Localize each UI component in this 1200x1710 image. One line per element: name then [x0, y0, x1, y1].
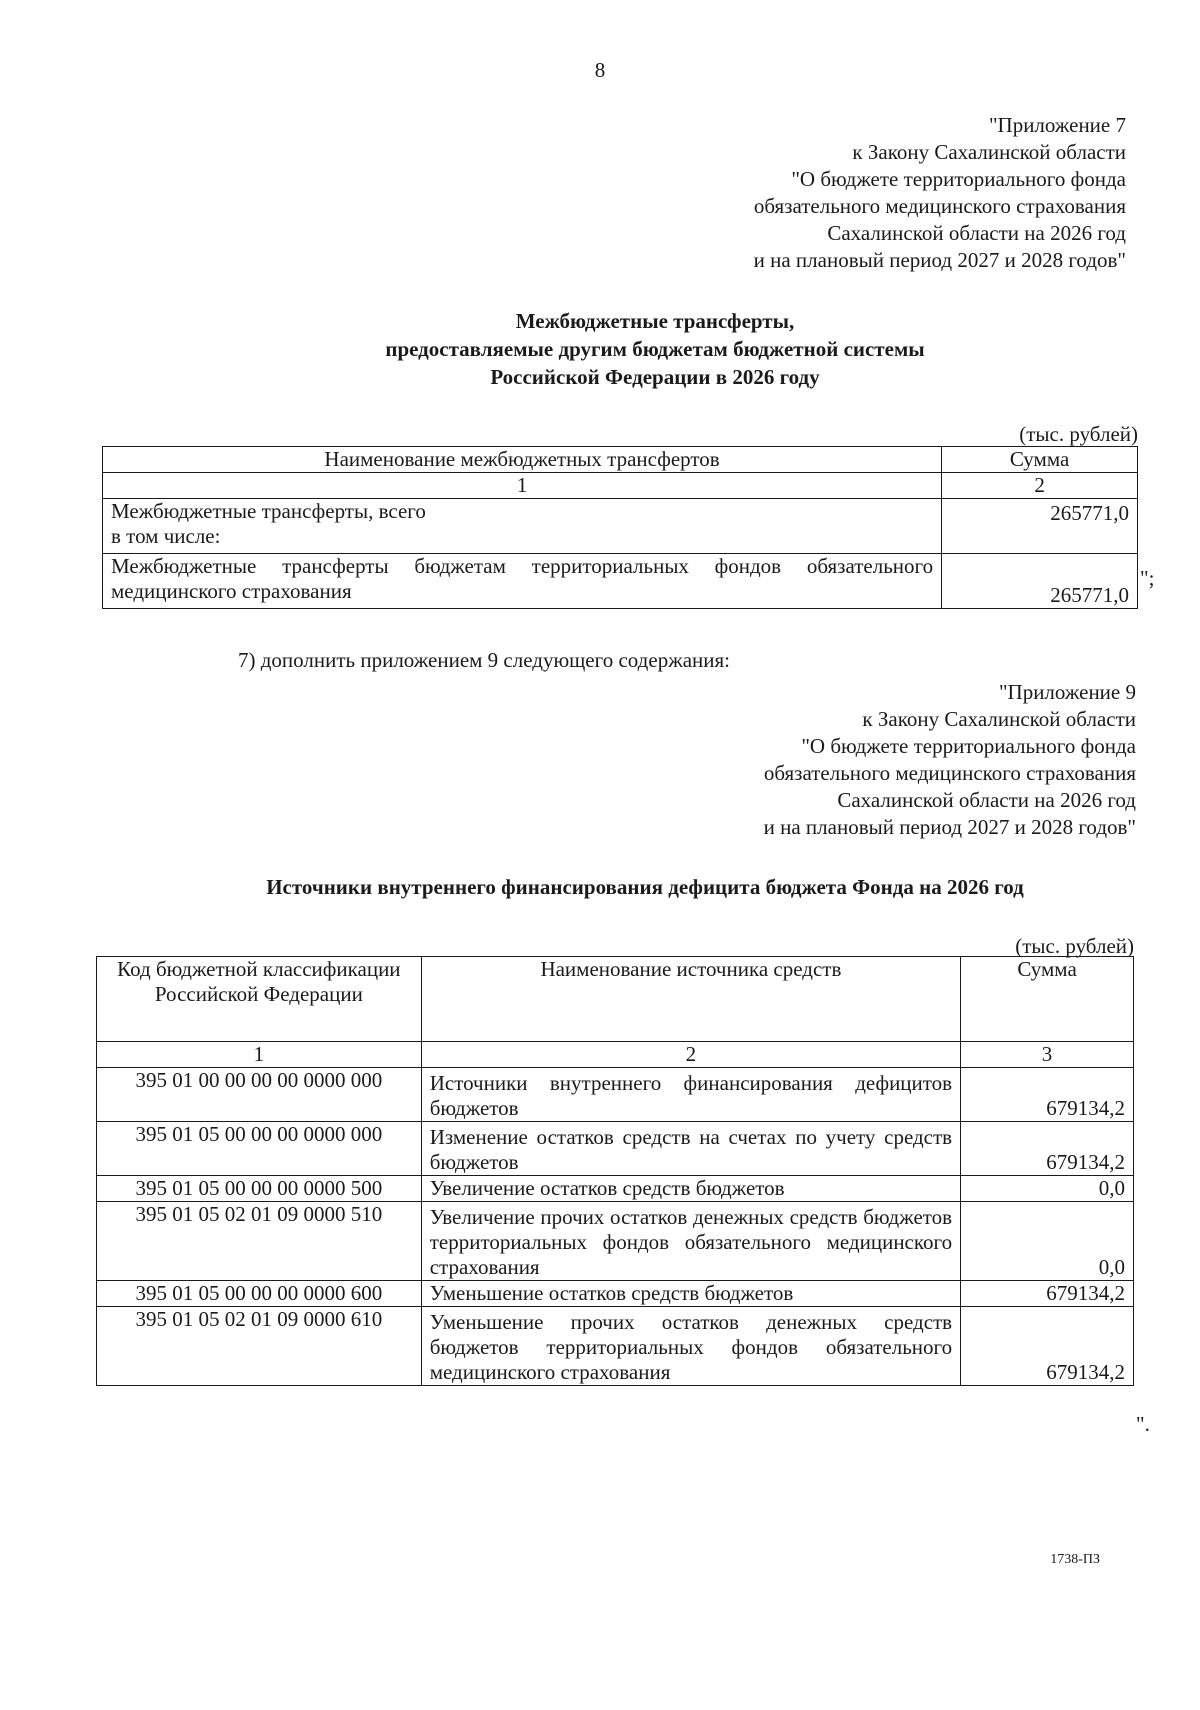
column-number: 2	[421, 1042, 960, 1068]
column-number: 1	[97, 1042, 422, 1068]
table-row	[103, 499, 1138, 554]
table-row	[97, 1281, 1134, 1307]
column-header-name: Наименование источника средств	[421, 957, 960, 1042]
column-number: 2	[942, 473, 1138, 499]
table-row	[97, 1068, 1134, 1122]
transfer-name: Межбюджетные трансферты бюджетам территориальных фондов обязательного медицинского страхования	[103, 554, 942, 609]
transfer-name-cell	[103, 499, 942, 554]
appendix-7-line: "О бюджете территориального фонда	[791, 167, 1126, 191]
table-row	[97, 1122, 1134, 1176]
column-header-sum: Сумма	[942, 447, 1138, 473]
appendix-9-line: обязательного медицинского страхования	[763, 761, 1136, 785]
source-sum: 679134,2	[961, 1122, 1134, 1176]
transfers-title	[0, 307, 1200, 391]
appendix-9-line: к Закону Сахалинской области	[862, 707, 1136, 731]
table-row	[97, 1202, 1134, 1281]
budget-code: 395 01 05 02 01 09 0000 610	[97, 1307, 422, 1386]
table-row	[97, 1176, 1134, 1202]
transfer-sum: 265771,0	[942, 499, 1138, 554]
amendment-instruction: 7) дополнить приложением 9 следующего содержания:	[238, 648, 730, 672]
column-number-row	[97, 1042, 1134, 1068]
appendix-7-line: Сахалинской области на 2026 год	[827, 221, 1126, 245]
table-row	[97, 1307, 1134, 1386]
column-number: 3	[961, 1042, 1134, 1068]
closing-quote: ".	[1136, 1412, 1150, 1436]
transfer-name: Межбюджетные трансферты, всего	[111, 499, 426, 523]
budget-code: 395 01 05 02 01 09 0000 510	[97, 1202, 422, 1281]
appendix-7-line: к Закону Сахалинской области	[852, 140, 1126, 164]
appendix-9-header	[764, 679, 1136, 841]
budget-code: 395 01 05 00 00 00 0000 000	[97, 1122, 422, 1176]
source-name: Увеличение остатков средств бюджетов	[421, 1176, 960, 1202]
table-header-row	[97, 957, 1134, 1042]
sources-title	[0, 873, 1200, 901]
appendix-7-line: обязательного медицинского страхования	[753, 194, 1126, 218]
column-header-sum: Сумма	[961, 957, 1134, 1042]
appendix-9-line: "Приложение 9	[998, 680, 1136, 704]
budget-code: 395 01 05 00 00 00 0000 600	[97, 1281, 422, 1307]
deficit-sources-table	[96, 956, 1134, 1386]
sources-title-line: Источники внутреннего финансирования дефицита бюджета Фонда на 2026 год	[266, 875, 1024, 899]
appendix-7-line: и на плановый период 2027 и 2028 годов"	[753, 248, 1126, 272]
budget-code: 395 01 05 00 00 00 0000 500	[97, 1176, 422, 1202]
appendix-7-header	[754, 112, 1126, 274]
column-number: 1	[103, 473, 942, 499]
appendix-9-line: "О бюджете территориального фонда	[801, 734, 1136, 758]
source-sum: 679134,2	[961, 1307, 1134, 1386]
column-header-code: Код бюджетной классификации Российской Федерации	[97, 957, 422, 1042]
transfers-table	[102, 446, 1138, 609]
document-id: 1738-ПЗ	[1050, 1552, 1100, 1567]
transfers-title-line: Российской Федерации в 2026 году	[490, 365, 820, 389]
source-name: Увеличение прочих остатков денежных средств бюджетов территориальных фондов обязательного медицинского страхования	[421, 1202, 960, 1281]
source-name: Уменьшение остатков средств бюджетов	[421, 1281, 960, 1307]
transfers-unit: (тыс. рублей)	[1019, 422, 1138, 446]
source-name: Изменение остатков средств на счетах по учету средств бюджетов	[421, 1122, 960, 1176]
column-number-row	[103, 473, 1138, 499]
transfer-sum: 265771,0	[942, 554, 1138, 609]
column-header-name: Наименование межбюджетных трансфертов	[103, 447, 942, 473]
source-sum: 679134,2	[961, 1281, 1134, 1307]
appendix-7-line: "Приложение 7	[988, 113, 1126, 137]
transfer-name-note: в том числе:	[111, 524, 221, 548]
source-name: Источники внутреннего финансирования дефицитов бюджетов	[421, 1068, 960, 1122]
sources-unit: (тыс. рублей)	[1015, 934, 1134, 958]
table-row	[103, 554, 1138, 609]
source-sum: 0,0	[961, 1202, 1134, 1281]
appendix-9-line: и на плановый период 2027 и 2028 годов"	[763, 815, 1136, 839]
transfers-title-line: предоставляемые другим бюджетам бюджетной системы	[385, 337, 925, 361]
source-sum: 679134,2	[961, 1068, 1134, 1122]
transfers-title-line: Межбюджетные трансферты,	[515, 309, 795, 333]
appendix-9-line: Сахалинской области на 2026 год	[837, 788, 1136, 812]
closing-quote: ";	[1140, 566, 1155, 590]
page-number: 8	[594, 58, 606, 82]
source-name: Уменьшение прочих остатков денежных средств бюджетов территориальных фондов обязательного медицинского страхования	[421, 1307, 960, 1386]
source-sum: 0,0	[961, 1176, 1134, 1202]
budget-code: 395 01 00 00 00 00 0000 000	[97, 1068, 422, 1122]
table-header-row	[103, 447, 1138, 473]
